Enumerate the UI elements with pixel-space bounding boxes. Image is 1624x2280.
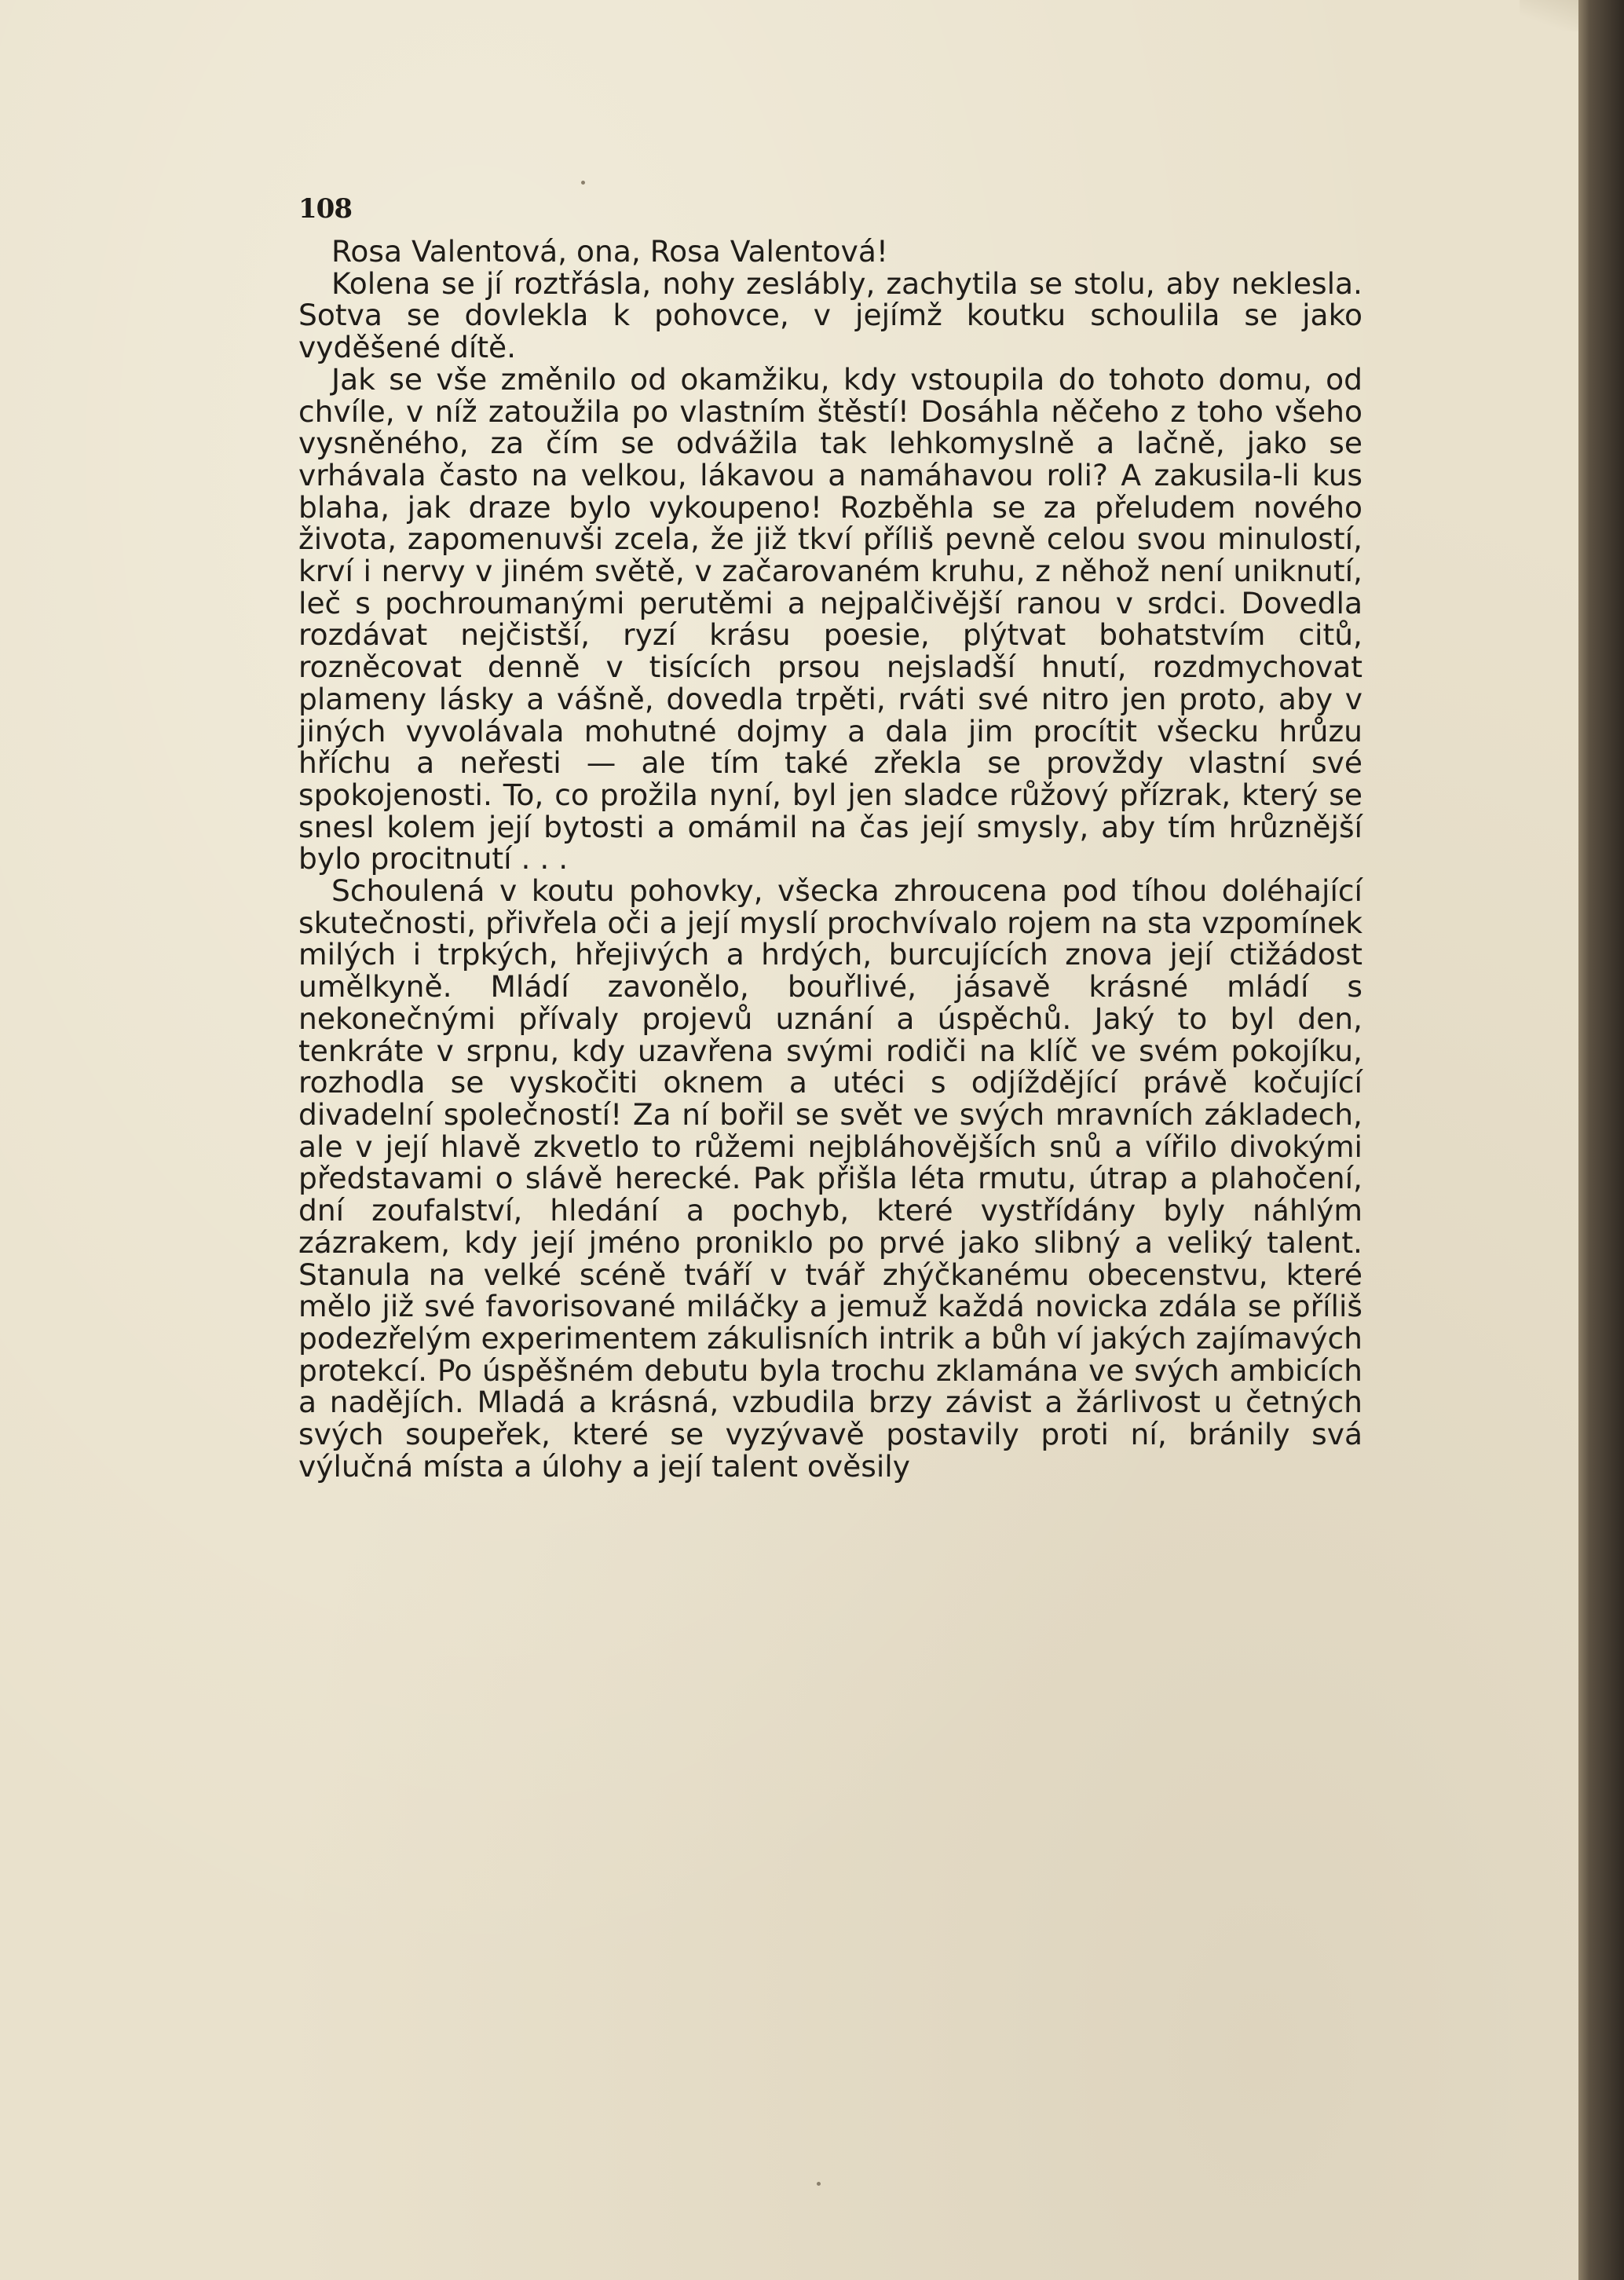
page-number: 108 bbox=[298, 193, 352, 225]
paper-speck bbox=[581, 181, 585, 185]
paragraph: Rosa Valentová, ona, Rosa Valentová! bbox=[331, 234, 888, 269]
paper-speck bbox=[817, 2182, 821, 2186]
paragraph: Schoulená v koutu pohovky, všecka zhroucena pod tíhou doléhající skutečnosti, přivřela oči a její myslí prochvívalo rojem na sta vzpomínek milých i trpkých, hřejivých a hrdých, burcujících znova její ctižádost umělkyně. Mládí zavonělo, bouřlivé, jásavě krásné mládí s nekonečnými přívaly projevů uznání a úspěchů. Jaký to byl den, tenkráte v srpnu, kdy uzavřena svými rodiči na klíč ve svém pokojíku, rozhodla se vyskočiti oknem a utéci s odjíždějící právě kočující divadelní společností! Za ní bořil se svět ve svých mravních základech, ale v její hlavě zkvetlo to růžemi nejbláhovějších snů a vířilo divokými představami o slávě herecké. Pak přišla léta rmutu, útrap a plahočení, dní zoufalství, hledání a pochyb, které vystřídány byly náhlým zázrakem, kdy její jméno proniklo po prvé jako slibný a veliký talent. Stanula na velké scéně tváří v tvář zhýčkanému obecenstvu, které mělo již své favorisované miláčky a jemuž každá novicka zdála se příliš podezřelým experimentem zákulisních intrik a bůh ví jakých zajímavých protekcí. Po úspěšném debutu byla trochu zklamána ve svých ambicích a nadějích. Mladá a krásná, vzbudila brzy závist a žárlivost u četných svých soupeřek, které se vyzývavě postavily proti ní, bránily svá výlučná místa a úlohy a její talent ověsily bbox=[298, 873, 1362, 1484]
book-edge bbox=[1578, 0, 1624, 2280]
paragraph: Jak se vše změnilo od okamžiku, kdy vstoupila do tohoto domu, od chvíle, v níž zatoužila po vlastním štěstí! Dosáhla něčeho z toho všeho vysněného, za čím se odvážila tak lehkomyslně a lačně, jako se vrhávala často na velkou, lákavou a namáhavou roli? A zakusila-li kus blaha, jak draze bylo vykoupeno! Rozběhla se za přeludem nového života, zapomenuvši zcela, že již tkví příliš pevně celou svou minulostí, krví i nervy v jiném světě, v začarovaném kruhu, z něhož není uniknutí, leč s pochroumanými perutěmi a nejpalčivější ranou v srdci. Dovedla rozdávat nejčistší, ryzí krásu poesie, plýtvat bohatstvím citů, rozněcovat denně v tisících prsou nejsladší hnutí, rozdmychovat plameny lásky a vášně, dovedla trpěti, rváti své nitro jen proto, aby v jiných vyvolávala mohutné dojmy a dala jim procítit všecku hrůzu hříchu a neřesti — ale tím také zřekla se provždy vlastní své spokojenosti. To, co prožila nyní, byl jen sladce růžový přízrak, který se snesl kolem její bytosti a omámil na čas její smysly, aby tím hrůznější bylo procitnutí . . . bbox=[298, 361, 1362, 877]
paragraph: Kolena se jí roztřásla, nohy zeslábly, zachytila se stolu, aby neklesla. Sotva se dovlekla k pohovce, v jejímž koutku schoulila se jako vyděšené dítě. bbox=[298, 265, 1362, 365]
page-corner-fold bbox=[1520, 0, 1578, 31]
body-text bbox=[298, 236, 1362, 1482]
